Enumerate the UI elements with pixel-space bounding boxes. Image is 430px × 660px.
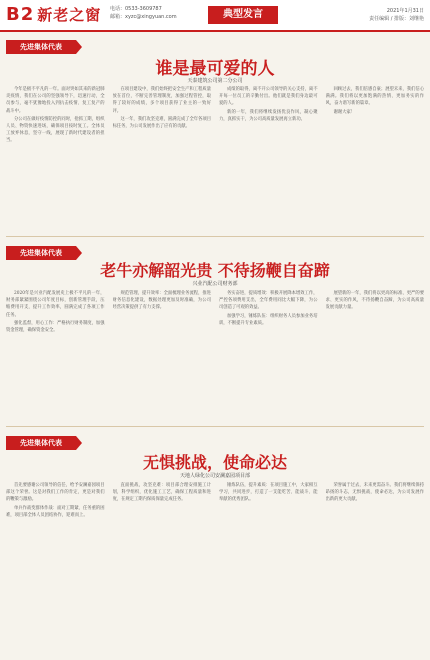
category-tag-1: 先进集体代表 bbox=[6, 40, 76, 54]
date-box bbox=[369, 7, 424, 23]
story-title-3: 无惧挑战，使命必达 bbox=[142, 453, 287, 472]
paragraph: 新的一年，我们将继续发扬优良作风，凝心聚力，真抓实干，为公司高质量发展再立新功。 bbox=[219, 109, 318, 122]
phone: 电话：0533-3609787 bbox=[110, 6, 162, 12]
paragraph: 务实奋进，提质增效：积极开展降本增效工作，严控各项费用支出，全年费用同比大幅下降，为公司创造了可观的效益。 bbox=[219, 291, 318, 311]
page-code: B2 bbox=[6, 4, 35, 25]
paragraph: 强化监督，用心工作：严格执行财务制度，加强资金管理，确保资金安全。 bbox=[6, 320, 105, 334]
story-byline-3: 天地人绿化公司安澜嘉园项目部 bbox=[179, 473, 250, 479]
category-tag-3: 先进集体代表 bbox=[6, 436, 76, 450]
story-1-col-1 bbox=[6, 86, 105, 232]
paragraph: 分公司在做好疫情防控的同时，抢抓工期，组织人员、物资快速进场，确保项目按时复工。全体员工放弃休息，坚守一线，展现了新时代建设者的担当。 bbox=[6, 116, 105, 144]
paragraph: 回顾过去，我们倍感自豪；展望未来，我们信心满满。我们将以更加饱满的热情、更加务实的作风，奋力谱写新的篇章。 bbox=[325, 87, 424, 107]
email: 邮箱：xyzc@xingyuan.com bbox=[110, 14, 177, 20]
story-1-col-2 bbox=[113, 86, 212, 232]
story-3-col-4 bbox=[326, 482, 425, 654]
story-2-col-2 bbox=[113, 290, 212, 422]
story-body-2 bbox=[6, 290, 424, 422]
paragraph: 规范管理，提升效率：全面梳理业务流程，推进财务信息化建设，数据处理更加及时准确，为公司经营决策提供了有力支撑。 bbox=[112, 291, 211, 311]
paragraph: 今年是极不平凡的一年。面对突如其来的新冠肺炎疫情，我们在公司的坚强领导下，迅速行动，全员参与，毫不犹豫地投入到抗击疫情、复工复产的战斗中。 bbox=[6, 87, 105, 114]
story-byline-1: 天泰建筑公司第二分公司 bbox=[187, 78, 243, 84]
story-2-col-1 bbox=[6, 290, 105, 422]
issue-date: 2021年1月31日 bbox=[386, 8, 424, 14]
story-3-col-2 bbox=[113, 482, 212, 654]
story-body-1 bbox=[6, 86, 424, 232]
section-tag: 典型发言 bbox=[208, 6, 278, 24]
divider bbox=[6, 426, 424, 427]
story-title-2: 老牛亦解韶光贵 不待扬鞭自奋蹄 bbox=[100, 261, 330, 280]
paragraph: 2020年是兴业汽配发展史上极不平凡的一年，财务部紧紧围绕公司年度目标，创新管理手段，压缩费用开支，提升工作效率，圆满完成了各项工作任务。 bbox=[6, 291, 105, 318]
story-2-col-3 bbox=[219, 290, 318, 422]
paragraph: 锤炼队伍，提升素质：在项目施工中，大家相互学习，共同进步，打造了一支能吃苦、能战斗、能奉献的优秀团队。 bbox=[219, 483, 318, 503]
paragraph: 首先要感谢公司领导的信任，给予安澜嘉园项目部这个荣誉。这是对我们工作的肯定，更是对我们的鞭策与激励。 bbox=[6, 483, 105, 503]
paragraph: 直面挑战，攻坚克难：项目部合理安排施工计划，科学组织，优化施工工艺，确保工程质量和进度，在规定工期内保质保量完成任务。 bbox=[112, 483, 211, 503]
story-body-3 bbox=[6, 482, 424, 654]
category-tag-2: 先进集体代表 bbox=[6, 246, 76, 260]
divider bbox=[6, 236, 424, 237]
header-rule bbox=[0, 30, 430, 32]
contact-info bbox=[110, 5, 177, 21]
story-byline-2: 兴业汽配公司财务部 bbox=[192, 281, 238, 287]
story-1-col-3 bbox=[219, 86, 318, 232]
paragraph: 加强学习，锤炼队伍：组织财务人员参加业务培训，不断提升专业素质。 bbox=[219, 313, 318, 326]
story-1-col-4 bbox=[326, 86, 425, 232]
masthead-title: 新老之窗 bbox=[37, 6, 102, 24]
paragraph: 这一年，我们攻坚克难，圆满完成了全年各项目标任务，为公司发展作出了应有的贡献。 bbox=[112, 116, 211, 130]
paragraph: 单兵作战变群体作战：面对工期紧、任务重的困难，项目部全体人员团结协作，迎难而上。 bbox=[6, 505, 105, 518]
paragraph: 荣誉属于过去，未来更需奋斗。我们将继续保持昂扬的斗志，无惧挑战，使命必达，为公司发展作出新的更大贡献。 bbox=[325, 483, 424, 503]
story-title-1: 谁是最可爱的人 bbox=[155, 59, 275, 79]
page-header bbox=[0, 0, 430, 30]
story-2-col-4 bbox=[326, 290, 425, 422]
paragraph: 谢谢大家！ bbox=[333, 109, 355, 115]
story-3-col-3 bbox=[219, 482, 318, 654]
paragraph: 在项目建设中，我们始终把安全生产和工程质量放在首位，不断完善管理制度，加强过程管控，取得了较好的成绩，多个项目获得了业主的一致好评。 bbox=[112, 87, 211, 114]
story-3-col-1 bbox=[6, 482, 105, 654]
paragraph: 展望新的一年，我们将以更高的标准、更严的要求、更实的作风，不待扬鞭自奋蹄，为公司高质量发展贡献力量。 bbox=[325, 291, 424, 311]
paragraph: 成绩的取得，离不开公司领导的关心支持，离不开每一位员工的辛勤付出。他们就是我们身边最可爱的人。 bbox=[219, 87, 318, 107]
editor-line: 责任编辑 / 排版：刘继艳 bbox=[369, 16, 424, 22]
masthead bbox=[6, 4, 101, 25]
